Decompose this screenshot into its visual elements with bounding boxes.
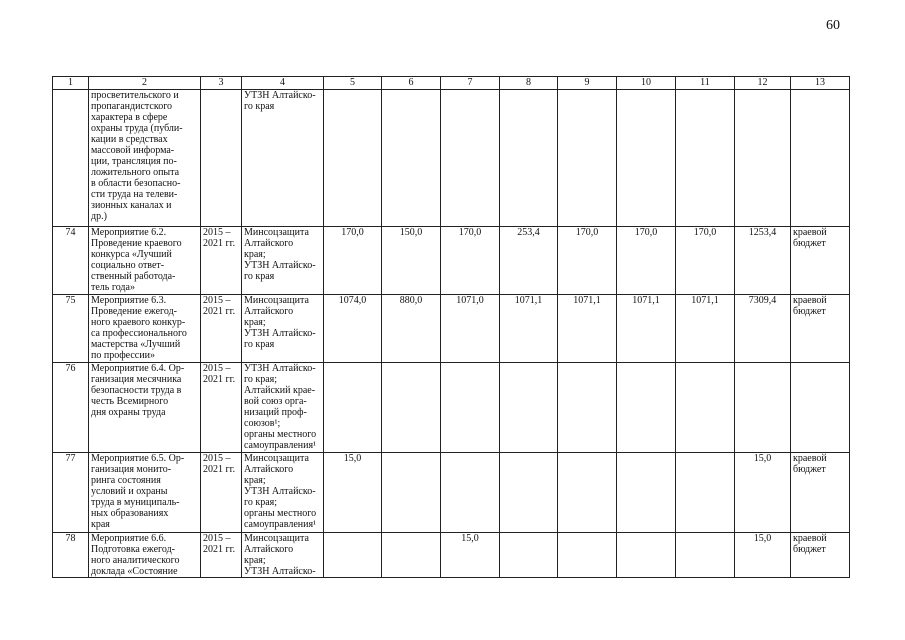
value-cell: [676, 363, 735, 453]
column-header: 5: [324, 77, 382, 90]
value-cell: 150,0: [382, 227, 441, 295]
row-number: 76: [53, 363, 89, 453]
column-header: 8: [500, 77, 558, 90]
executor-cell: Минсоцзащита Алтайского края; УТЗН Алтайско- го края: [242, 227, 324, 295]
value-cell: 170,0: [617, 227, 676, 295]
total-cell: 7309,4: [735, 295, 791, 363]
value-cell: 1071,0: [441, 295, 500, 363]
column-header: 2: [89, 77, 201, 90]
value-cell: [500, 363, 558, 453]
column-header: 1: [53, 77, 89, 90]
value-cell: 170,0: [441, 227, 500, 295]
activity-description: Мероприятие 6.3. Проведение ежегод- ного краевого конкур- са профессионального мастерства «Лучший по профессии»: [89, 295, 201, 363]
table-row: [53, 295, 850, 363]
value-cell: [558, 533, 617, 578]
column-header: 3: [201, 77, 242, 90]
value-cell: 170,0: [676, 227, 735, 295]
value-cell: [441, 363, 500, 453]
funding-source-cell: [791, 363, 850, 453]
period-cell: [201, 90, 242, 227]
value-cell: [324, 533, 382, 578]
funding-source-cell: [791, 90, 850, 227]
table-row: [53, 533, 850, 578]
value-cell: [382, 363, 441, 453]
funding-source-cell: краевой бюджет: [791, 533, 850, 578]
value-cell: [382, 533, 441, 578]
activity-description: просветительского и пропагандистского характера в сфере охраны труда (публи- кации в средствах массовой информа- ции, трансляция по- ложительного опыта в области безопасно- сти труда на телеви- зионных каналах и др.): [89, 90, 201, 227]
value-cell: 1074,0: [324, 295, 382, 363]
activity-description: Мероприятие 6.5. Ор- ганизация монито- ринга состояния условий и охраны труда в муниципаль- ных образованиях края: [89, 453, 201, 533]
funding-source-cell: краевой бюджет: [791, 453, 850, 533]
table-body: [53, 90, 850, 578]
executor-cell: УТЗН Алтайско- го края; Алтайский крае- вой союз орга- низаций проф- союзов¹; органы местного самоуправления¹: [242, 363, 324, 453]
value-cell: 170,0: [558, 227, 617, 295]
value-cell: [617, 533, 676, 578]
table-row: [53, 453, 850, 533]
column-header: 13: [791, 77, 850, 90]
value-cell: [617, 90, 676, 227]
column-header: 11: [676, 77, 735, 90]
period-cell: 2015 – 2021 гг.: [201, 295, 242, 363]
executor-cell: УТЗН Алтайско- го края: [242, 90, 324, 227]
table-row: [53, 227, 850, 295]
row-number: [53, 90, 89, 227]
total-cell: [735, 90, 791, 227]
row-number: 74: [53, 227, 89, 295]
value-cell: 15,0: [324, 453, 382, 533]
value-cell: [676, 533, 735, 578]
row-number: 77: [53, 453, 89, 533]
executor-cell: Минсоцзащита Алтайского края; УТЗН Алтайско-: [242, 533, 324, 578]
funding-source-cell: краевой бюджет: [791, 295, 850, 363]
value-cell: [558, 453, 617, 533]
value-cell: [441, 90, 500, 227]
total-cell: [735, 363, 791, 453]
activity-description: Мероприятие 6.2. Проведение краевого конкурса «Лучший социально ответ- ственный работода- тель года»: [89, 227, 201, 295]
value-cell: [382, 90, 441, 227]
column-header: 6: [382, 77, 441, 90]
value-cell: [441, 453, 500, 533]
table-row: [53, 90, 850, 227]
value-cell: 253,4: [500, 227, 558, 295]
value-cell: 1071,1: [617, 295, 676, 363]
activity-description: Мероприятие 6.6. Подготовка ежегод- ного аналитического доклада «Состояние: [89, 533, 201, 578]
funding-source-cell: краевой бюджет: [791, 227, 850, 295]
value-cell: [500, 533, 558, 578]
header-row: [53, 77, 850, 90]
activity-description: Мероприятие 6.4. Ор- ганизация месячника безопасности труда в честь Всемирного дня охраны труда: [89, 363, 201, 453]
period-cell: 2015 – 2021 гг.: [201, 453, 242, 533]
value-cell: [676, 453, 735, 533]
column-header: 10: [617, 77, 676, 90]
value-cell: 170,0: [324, 227, 382, 295]
value-cell: [558, 90, 617, 227]
program-activities-table: [52, 76, 850, 578]
value-cell: [324, 363, 382, 453]
value-cell: [382, 453, 441, 533]
period-cell: 2015 – 2021 гг.: [201, 533, 242, 578]
value-cell: [617, 363, 676, 453]
value-cell: [324, 90, 382, 227]
page-number: 60: [826, 18, 840, 33]
row-number: 75: [53, 295, 89, 363]
total-cell: 15,0: [735, 533, 791, 578]
total-cell: 1253,4: [735, 227, 791, 295]
value-cell: 1071,1: [500, 295, 558, 363]
value-cell: 1071,1: [558, 295, 617, 363]
period-cell: 2015 – 2021 гг.: [201, 227, 242, 295]
value-cell: [500, 90, 558, 227]
value-cell: [676, 90, 735, 227]
value-cell: [558, 363, 617, 453]
value-cell: [617, 453, 676, 533]
total-cell: 15,0: [735, 453, 791, 533]
row-number: 78: [53, 533, 89, 578]
value-cell: [500, 453, 558, 533]
value-cell: 880,0: [382, 295, 441, 363]
value-cell: 15,0: [441, 533, 500, 578]
table-row: [53, 363, 850, 453]
value-cell: 1071,1: [676, 295, 735, 363]
column-header: 12: [735, 77, 791, 90]
column-header: 9: [558, 77, 617, 90]
executor-cell: Минсоцзащита Алтайского края; УТЗН Алтайско- го края; органы местного самоуправления¹: [242, 453, 324, 533]
column-header: 7: [441, 77, 500, 90]
period-cell: 2015 – 2021 гг.: [201, 363, 242, 453]
executor-cell: Минсоцзащита Алтайского края; УТЗН Алтайско- го края: [242, 295, 324, 363]
column-header: 4: [242, 77, 324, 90]
